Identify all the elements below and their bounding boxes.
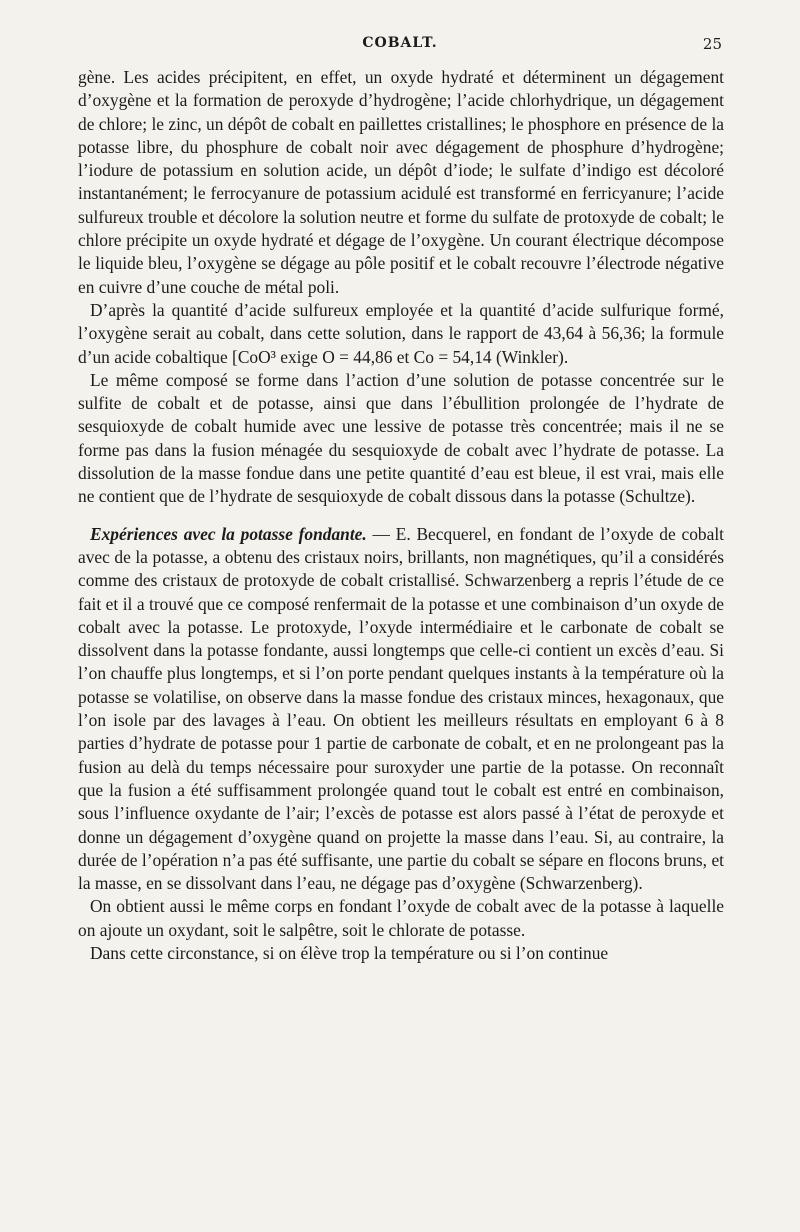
paragraph-oxydant: On obtient aussi le même corps en fondant l’oxyde de cobalt avec de la potasse à laquelle on ajoute un oxydant, soit le salpêtre, soit le chlorate de potasse. (78, 896, 724, 940)
paragraph-winkler: D’après la quantité d’acide sulfureux employée et la quantité d’acide sulfurique formé, l’oxygène serait au cobalt, dans cette solution, dans le rapport de 43,64 à 56,36; la formule d’un acide cobaltique [CoO³ exige O = 44,86 et Co = 54,14 (Winkler). (78, 299, 724, 367)
page-body (78, 66, 724, 965)
paragraph-potasse-fondante (78, 523, 724, 896)
page-number: 25 (702, 35, 722, 53)
page-header (78, 35, 722, 57)
paragraph-continuation: gène. Les acides précipitent, en effet, un oxyde hydraté et déterminent un dégagement d’oxygène et la formation de peroxyde d’hydrogène; l’acide chlorhydrique, un dégagement de chlore; le zinc, un dépôt de cobalt en paillettes cristallines; le phosphore en présence de la potasse libre, du phosphure de cobalt noir avec dégagement de phosphure d’hydrogène; l’iodure de potassium en solution acide, un dépôt d’iode; le sulfate d’indigo est décoloré instantanément; le ferrocyanure de potassium acidulé est transformé en ferricyanure; l’acide sulfureux trouble et décolore la solution neutre et forme du sulfate de protoxyde de cobalt; le chlore précipite un oxyde hydraté et dégage de l’oxygène. Un courant électrique décompose le liquide bleu, l’oxygène se dégage au pôle positif et le cobalt recouvre l’électrode négative en cuivre d’une couche de métal poli. (78, 67, 724, 297)
running-title: COBALT. (362, 35, 438, 51)
paragraph-schultze: Le même composé se forme dans l’action d’une solution de potasse concentrée sur le sulfite de cobalt et de potasse, ainsi que dans l’ébullition prolongée de l’hydrate de sesquioxyde de cobalt humide avec une lessive de potasse très concentrée; mais il ne se forme pas dans la fusion ménagée du sesquioxyde de cobalt avec l’hydrate de potasse. La dissolution de la masse fondue dans une petite quantité d’eau est bleue, il est vrai, mais elle ne contient que de l’hydrate de sesquioxyde de cobalt dissous dans la potasse (Schultze). (78, 369, 724, 507)
section-text: — E. Becquerel, en fondant de l’oxyde de cobalt avec de la potasse, a obtenu des cristaux noirs, brillants, non magnétiques, qu’il a considérés comme des cristaux de protoxyde de cobalt cristallisé. Schwarzenberg a repris l’étude de ce fait et il a trouvé que ce composé renfermait de la potasse et une combinaison d’un oxyde de cobalt avec la potasse. Le protoxyde, l’oxyde intermédiaire et le carbonate de cobalt se dissolvent dans la potasse fondante, aussi longtemps que celle-ci contient un excès d’eau. Si l’on chauffe plus longtemps, et si l’on porte pendant quelques instants à la température où la potasse se volatilise, on observe dans la masse fondue des cristaux minces, hexagonaux, que l’on isole par des lavages à l’eau. On obtient les meilleurs résultats en employant 6 à 8 parties d’hydrate de potasse pour 1 partie de carbonate de cobalt, et en ne prolongeant pas la fusion au delà du temps nécessaire pour suroxyder une partie de la potasse. On reconnaît que la fusion a été suffisamment prolongée quand tout le cobalt est entré en combinaison, sous l’influence oxydante de l’air; l’excès de potasse est alors passé à l’état de peroxyde et donne un dégagement d’oxygène quand on projette la masse dans l’eau. Si, au contraire, la durée de l’opération n’a pas été suffisante, une partie du cobalt se sépare en flocons bruns, et la masse, en se dissolvant dans l’eau, ne dégage pas d’oxygène (Schwarzenberg). (78, 523, 724, 894)
section-heading: Expériences avec la potasse fondante. (90, 523, 367, 544)
paragraph-circonstance: Dans cette circonstance, si on élève trop la température ou si l’on continue (90, 942, 609, 963)
